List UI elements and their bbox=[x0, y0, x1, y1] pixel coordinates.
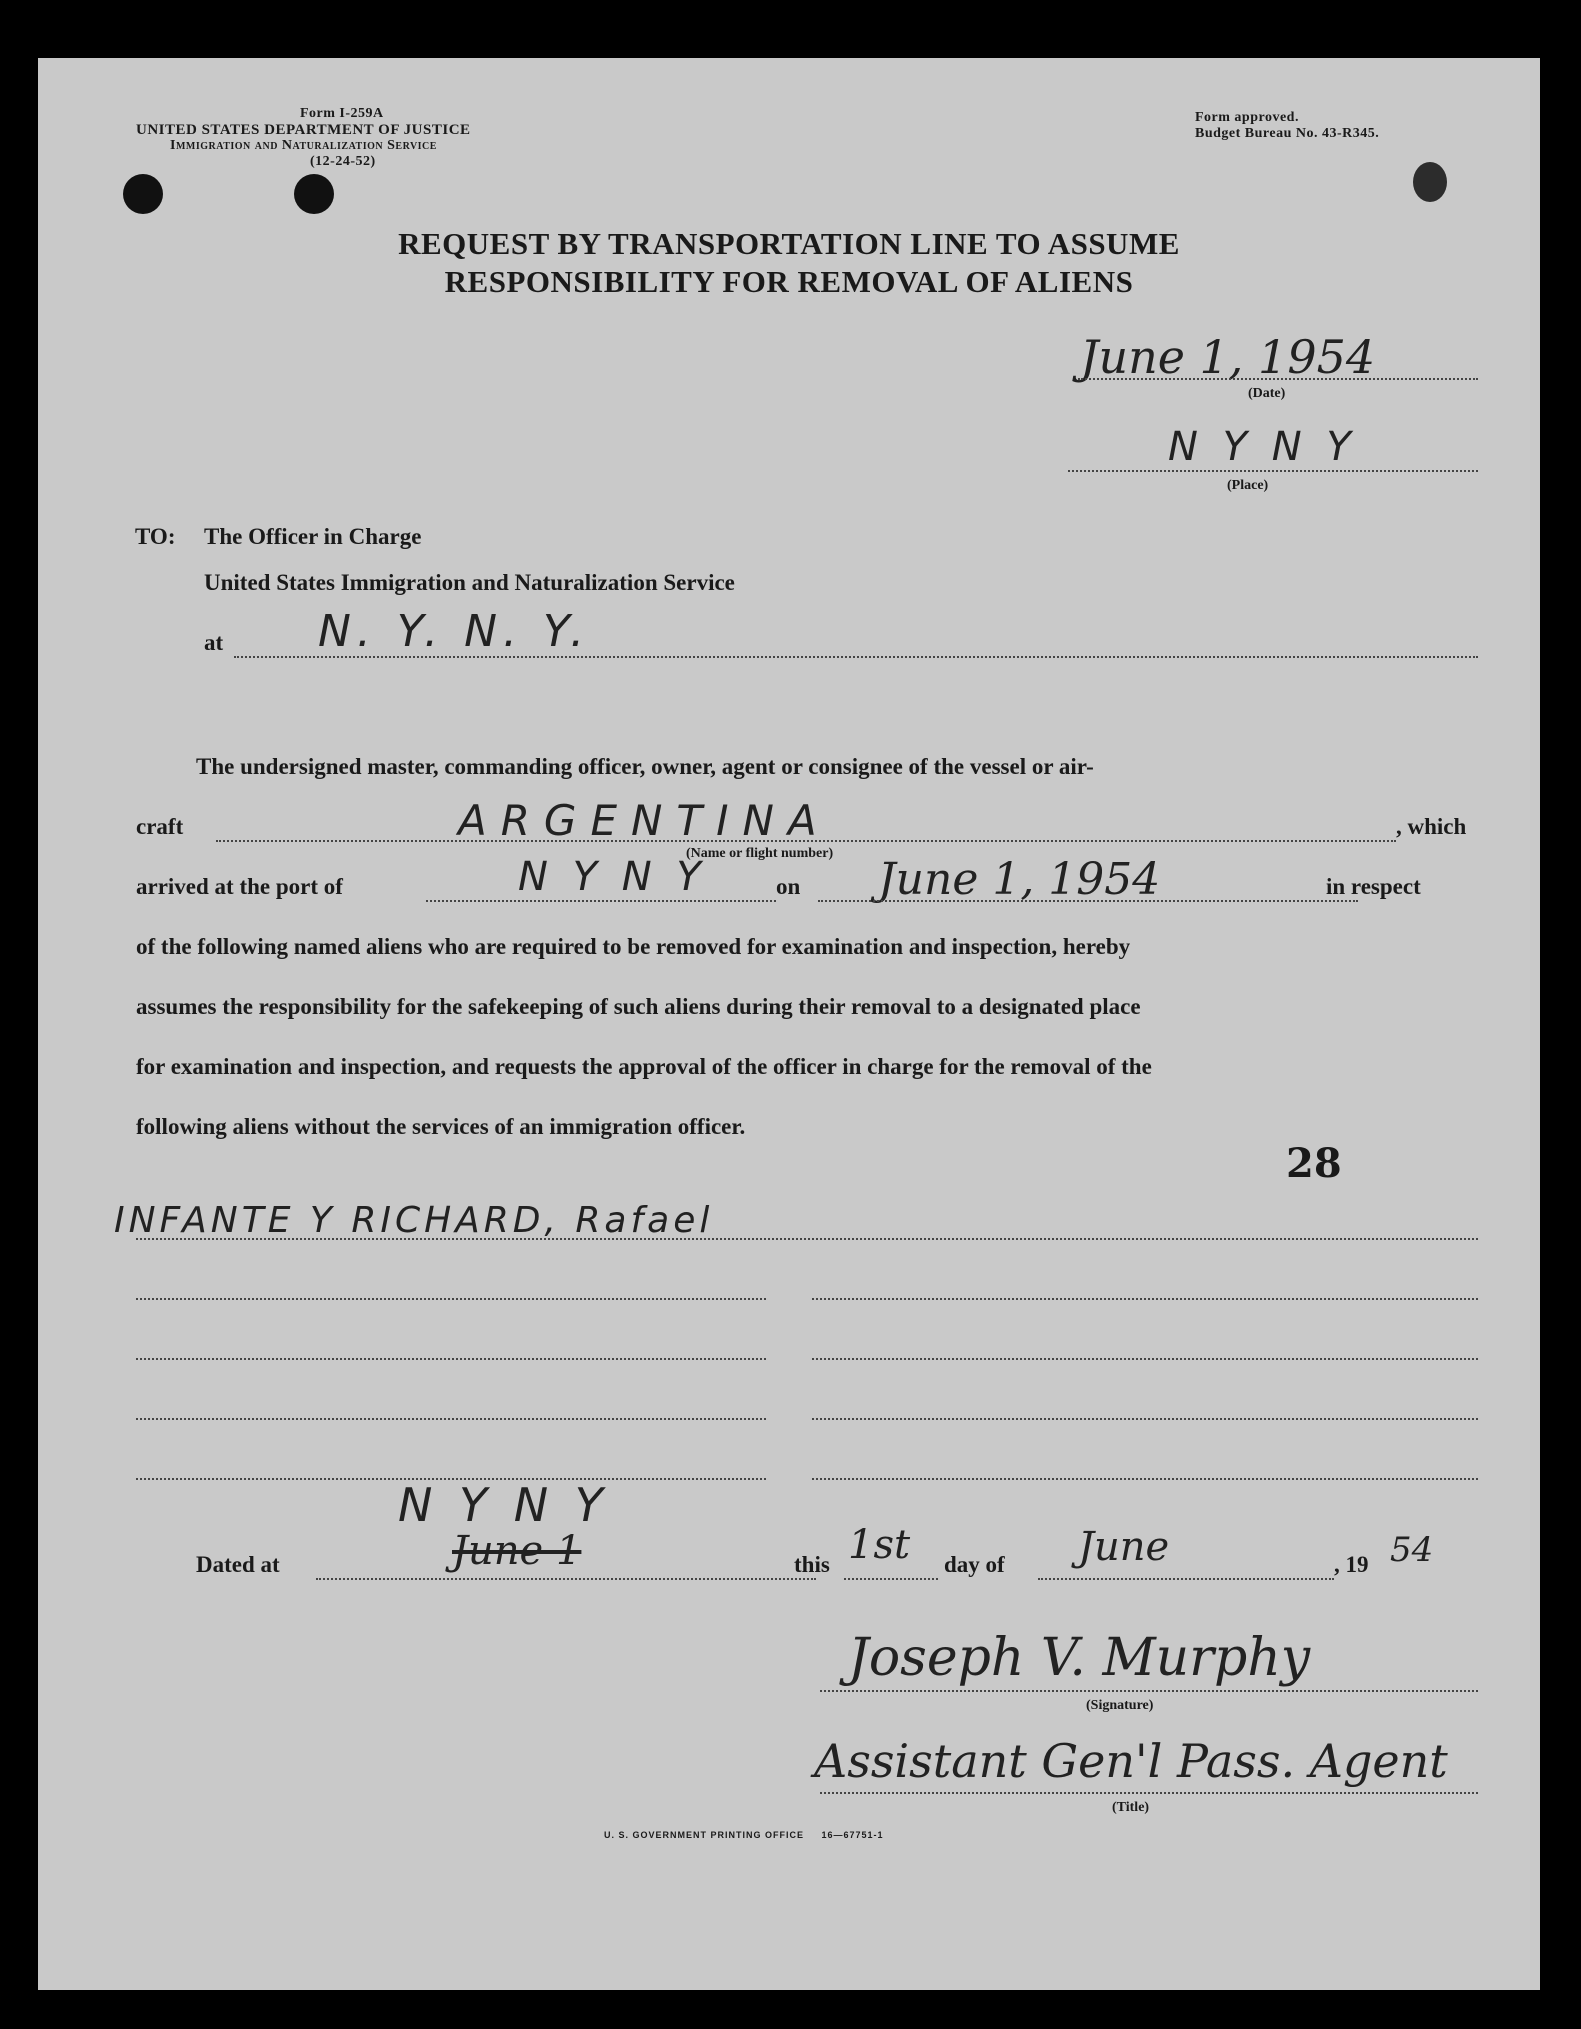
at-value: N. Y. N. Y. bbox=[318, 606, 591, 657]
paragraph-line6: for examination and inspection, and requests the approval of the officer in charge for the removal of the bbox=[136, 1054, 1152, 1079]
on-label: on bbox=[776, 874, 801, 899]
year-suffix: 54 bbox=[1390, 1530, 1434, 1570]
paragraph-line5: assumes the responsibility for the safekeeping of such aliens during their removal to a designated place bbox=[136, 994, 1141, 1019]
year-prefix: , 19 bbox=[1334, 1552, 1369, 1577]
in-respect-text: in respect bbox=[1326, 874, 1421, 899]
day-of-label: day of bbox=[944, 1552, 1005, 1577]
alien-line-4a bbox=[136, 1418, 766, 1420]
paragraph-line4: of the following named aliens who are required to be removed for examination and inspection, hereby bbox=[136, 934, 1131, 959]
form-title-line2: RESPONSIBILITY FOR REMOVAL OF ALIENS bbox=[444, 264, 1134, 299]
alien-line-2a bbox=[136, 1298, 766, 1300]
place-value: N Y N Y bbox=[1168, 424, 1357, 470]
form-approved: Form approved. bbox=[1195, 110, 1299, 125]
vessel-value: ARGENTINA bbox=[458, 796, 831, 845]
this-label: this bbox=[794, 1552, 830, 1577]
form-sheet bbox=[38, 58, 1540, 1990]
signature-value: Joseph V. Murphy bbox=[848, 1628, 1311, 1688]
form-number: Form I-259A bbox=[300, 106, 384, 121]
arrival-date-line bbox=[818, 900, 1358, 902]
dated-at-label: Dated at bbox=[196, 1552, 280, 1577]
dated-place-value: N Y N Y bbox=[398, 1478, 609, 1532]
alien-name: INFANTE Y RICHARD, Rafael bbox=[114, 1200, 714, 1241]
signature-caption: (Signature) bbox=[1086, 1698, 1154, 1713]
alien-line-4b bbox=[812, 1418, 1478, 1420]
place-caption: (Place) bbox=[1227, 478, 1269, 493]
at-label: at bbox=[204, 630, 224, 655]
budget-bureau-number: Budget Bureau No. 43-R345. bbox=[1195, 126, 1380, 141]
to-label: TO: bbox=[135, 524, 176, 549]
arrived-label: arrived at the port of bbox=[136, 874, 343, 899]
paragraph-line1: The undersigned master, commanding officer, owner, agent or consignee of the vessel or air- bbox=[196, 754, 1094, 779]
month-value: June bbox=[1078, 1524, 1170, 1570]
signature-line bbox=[820, 1690, 1478, 1692]
which-text: , which bbox=[1396, 814, 1467, 839]
punch-hole-right bbox=[1413, 162, 1447, 202]
stamp-number: 28 bbox=[1286, 1140, 1342, 1187]
vessel-caption: (Name or flight number) bbox=[686, 846, 834, 861]
alien-line-1 bbox=[136, 1238, 1478, 1240]
printing-office-footer: U. S. GOVERNMENT PRINTING OFFICE 16—67751-1 bbox=[604, 1830, 884, 1840]
vessel-line bbox=[216, 840, 1396, 842]
alien-line-5b bbox=[812, 1478, 1478, 1480]
title-line bbox=[820, 1792, 1478, 1794]
form-revision-date: (12-24-52) bbox=[310, 154, 376, 169]
addressee-line1: The Officer in Charge bbox=[204, 524, 422, 549]
department-name: UNITED STATES DEPARTMENT OF JUSTICE bbox=[136, 122, 471, 138]
punch-hole-left-1 bbox=[123, 174, 163, 214]
paragraph-line7: following aliens without the services of an immigration officer. bbox=[136, 1114, 746, 1139]
date-value: June 1, 1954 bbox=[1080, 330, 1376, 384]
date-caption: (Date) bbox=[1248, 386, 1286, 401]
punch-hole-left-2 bbox=[294, 174, 334, 214]
alien-line-2b bbox=[812, 1298, 1478, 1300]
port-value: N Y N Y bbox=[518, 854, 707, 900]
day-line bbox=[844, 1578, 938, 1580]
at-line bbox=[234, 656, 1478, 658]
form-title-line1: REQUEST BY TRANSPORTATION LINE TO ASSUME bbox=[398, 226, 1180, 261]
dated-place-line bbox=[316, 1578, 816, 1580]
addressee-line2: United States Immigration and Naturalization Service bbox=[204, 570, 735, 595]
place-line bbox=[1068, 470, 1478, 472]
port-line bbox=[426, 900, 776, 902]
alien-line-3b bbox=[812, 1358, 1478, 1360]
month-line bbox=[1038, 1578, 1334, 1580]
arrival-date-value: June 1, 1954 bbox=[878, 854, 1161, 905]
craft-label: craft bbox=[136, 814, 184, 839]
title-caption: (Title) bbox=[1112, 1800, 1150, 1815]
date-line bbox=[1078, 378, 1478, 380]
dated-place-struck: June 1 bbox=[452, 1528, 582, 1574]
title-value: Assistant Gen'l Pass. Agent bbox=[814, 1734, 1448, 1788]
alien-line-3a bbox=[136, 1358, 766, 1360]
day-value: 1st bbox=[848, 1522, 911, 1568]
service-name: Immigration and Naturalization Service bbox=[170, 138, 437, 153]
